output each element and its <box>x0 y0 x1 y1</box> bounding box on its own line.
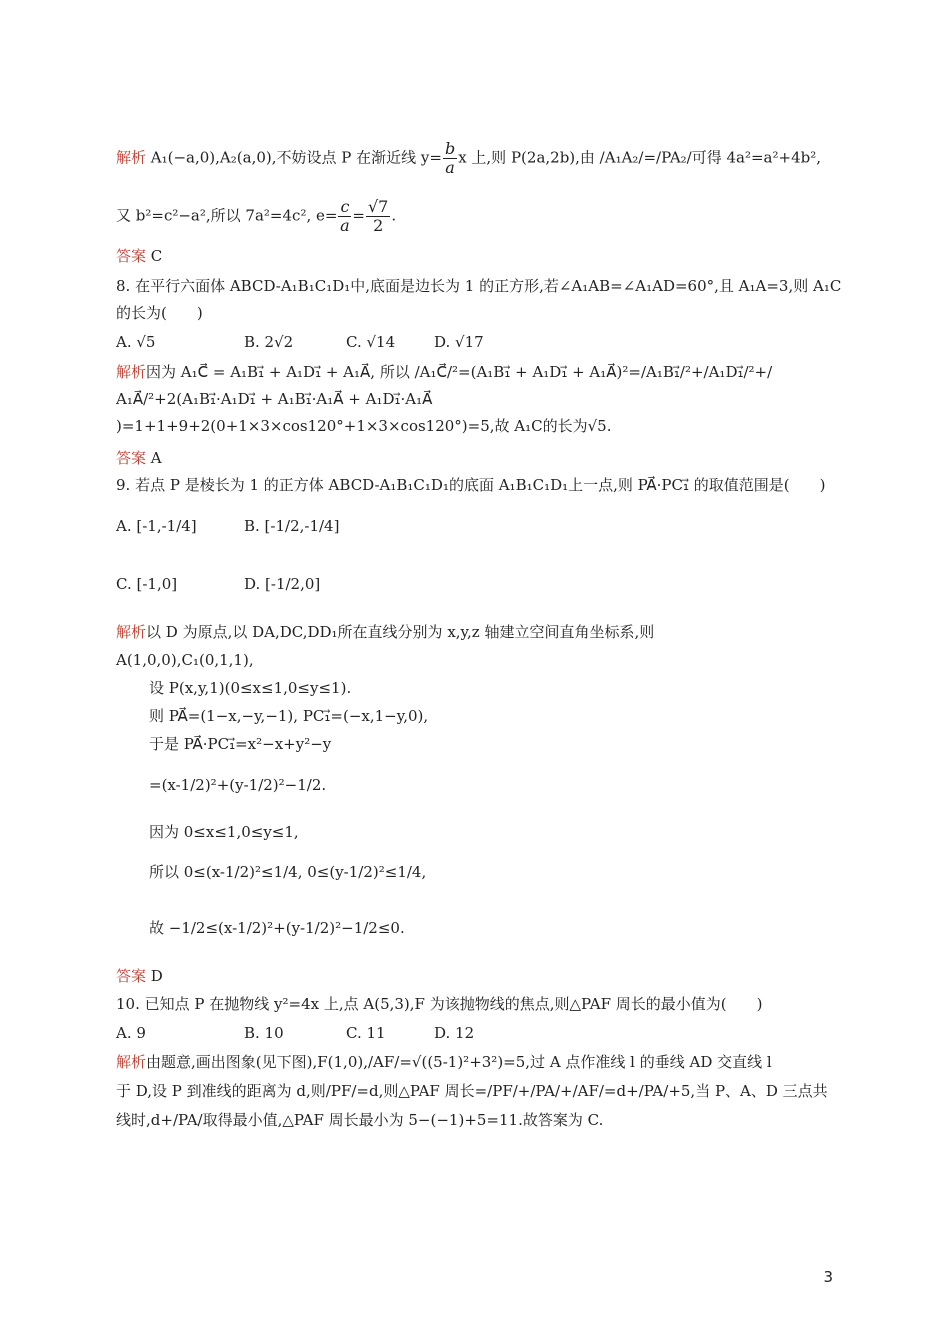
q9-solution-line6: =(x-1/2)²+(y-1/2)²−1/2. <box>149 776 327 794</box>
q9-options-ab: A. [-1,-1/4] B. [-1/2,-1/4] <box>116 517 340 535</box>
q9-solution-line8: 所以 0≤(x-1/2)²≤1/4, 0≤(y-1/2)²≤1/4, <box>149 863 427 881</box>
q9-answer: 答案 D <box>116 967 163 985</box>
q8-stem-line2: 的长为( ) <box>116 304 203 322</box>
analysis-label: 解析 <box>116 148 147 167</box>
q10-stem: 10. 已知点 P 在抛物线 y²=4x 上,点 A(5,3),F 为该抛物线的焦点,则△PAF 周长的最小值为( ) <box>116 995 763 1013</box>
fraction-c-over-a: $\frac{c}{a}$ <box>340 197 350 235</box>
fraction-b-over-a: $\frac{b}{a}$ <box>444 139 456 177</box>
q10-options: A. 9 B. 10 C. 11 D. 12 <box>116 1024 475 1042</box>
q9-solution-line5: 于是 PA⃗·PC₁⃗=x²−x+y²−y <box>149 735 332 753</box>
q10-solution-line1: 解析由题意,画出图象(见下图),F(1,0),/AF/=√((5-1)²+3²)=5,过 A 点作准线 l 的垂线 AD 交直线 l <box>116 1053 772 1071</box>
q9-solution-line9: 故 −1/2≤(x-1/2)²+(y-1/2)²−1/2≤0. <box>149 919 405 937</box>
q9-solution-line4: 则 PA⃗=(1−x,−y,−1), PC₁⃗=(−x,1−y,0), <box>149 707 429 725</box>
q8-stem-line1: 8. 在平行六面体 ABCD-A₁B₁C₁D₁中,底面是边长为 1 的正方形,若∠A₁AB=∠A₁AD=60°,且 A₁A=3,则 A₁C <box>116 277 842 295</box>
q7-analysis-line1: 解析 A₁(−a,0),A₂(a,0),不妨设点 P 在渐近线 y= $\frac{b}{a}$ x 上,则 P(2a,2b),由 /A₁A₂/=/PA₂/可得 4a²=a²+4b², <box>116 139 822 177</box>
q8-solution-line3: )=1+1+9+2(0+1×3×cos120°+1×3×cos120°)=5,故 A₁C的长为√5. <box>116 417 612 435</box>
q9-solution-line3: 设 P(x,y,1)(0≤x≤1,0≤y≤1). <box>149 679 352 697</box>
q10-solution-line3: 线时,d+/PA/取得最小值,△PAF 周长最小为 5−(−1)+5=11.故答案为 C. <box>116 1111 604 1129</box>
q8-solution-line2: A₁A⃗/²+2(A₁B₁⃗·A₁D₁⃗ + A₁B₁⃗·A₁A⃗ + A₁D₁⃗·A₁A⃗ <box>116 390 433 408</box>
q7-answer: 答案 C <box>116 247 163 265</box>
q8-answer: 答案 A <box>116 449 162 467</box>
q9-stem: 9. 若点 P 是棱长为 1 的正方体 ABCD-A₁B₁C₁D₁的底面 A₁B₁C₁D₁上一点,则 PA⃗·PC₁⃗ 的取值范围是( ) <box>116 476 826 494</box>
page-number: 3 <box>823 1268 833 1286</box>
fraction-root7-over-2: $\frac{√7}{2}$ <box>367 197 389 235</box>
q9-solution-line1: 解析以 D 为原点,以 DA,DC,DD₁所在直线分别为 x,y,z 轴建立空间直角坐标系,则 <box>116 623 655 641</box>
q7-analysis-line2: 又 b²=c²−a²,所以 7a²=4c², e= $\frac{c}{a}$ = $\frac{√7}{2}$ . <box>116 197 397 235</box>
q9-solution-line7: 因为 0≤x≤1,0≤y≤1, <box>149 823 299 841</box>
q8-options: A. √5 B. 2√2 C. √14 D. √17 <box>116 333 484 351</box>
q8-solution-line1: 解析因为 A₁C⃗ = A₁B₁⃗ + A₁D₁⃗ + A₁A⃗, 所以 /A₁C⃗/²=(A₁B₁⃗ + A₁D₁⃗ + A₁A⃗)²=/A₁B₁⃗/²+/A₁D₁⃗/²+/ <box>116 363 773 381</box>
q9-solution-line2: A(1,0,0),C₁(0,1,1), <box>116 651 254 669</box>
q10-solution-line2: 于 D,设 P 到准线的距离为 d,则/PF/=d,则△PAF 周长=/PF/+/PA/+/AF/=d+/PA/+5,当 P、A、D 三点共 <box>116 1082 828 1100</box>
q9-options-cd: C. [-1,0] D. [-1/2,0] <box>116 575 321 593</box>
